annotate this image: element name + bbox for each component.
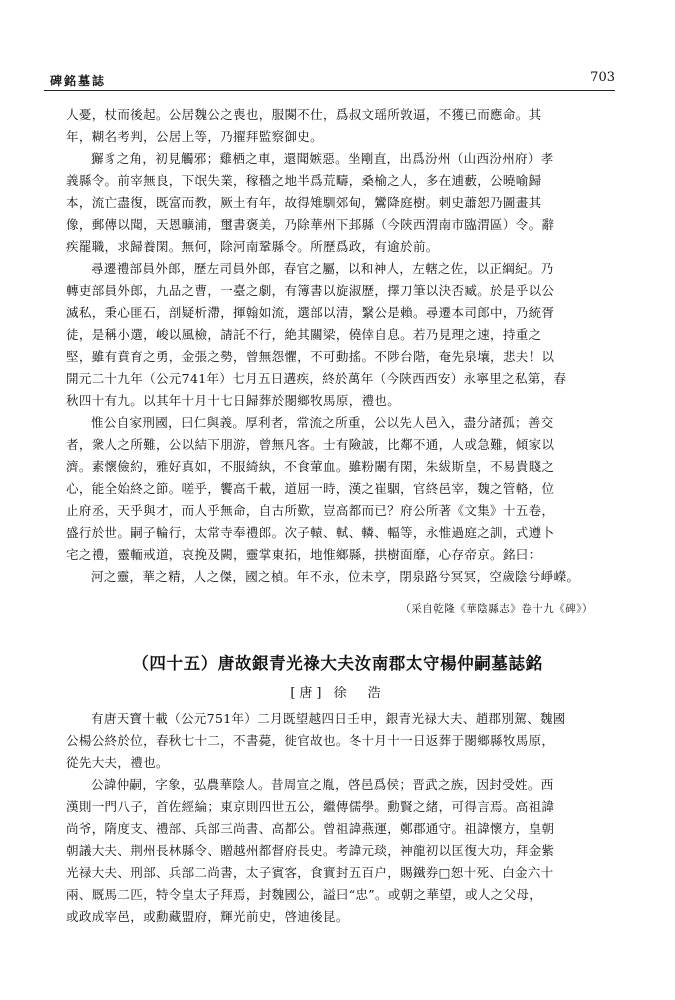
paragraph: 惟公自家刑國，曰仁與義。厚利者，常流之所重，公以先人邑入，盡分諸孤；善交 者，衆人之所難，公以結下朋游，曾無凡客。士有險詖，比鄰不通，人或急難，傾家以 濟。素懷儉約，雅好真如，不服綺紈，不食葷血。雖粉闈有閑，朱紱斯皇，不易貴賤之 心，能全始終之節。嗟乎，饗高千載，道屈一時，漢之崔駰，官終邑宰，魏之管輅，位 止府丞，天乎與才，而人乎無命，自古所歎，豈高都而已？府公所著《文集》十五卷， 盛行於世。嗣子輪行，太常寺奉禮郎。次子轅、軾、轔、輻等，永惟過庭之訓，式遵卜 宅之禮，靈輀戒道，哀挽及闕，靈掌東拓，地惟鄉縣，拱樹面靡，心存帝京。銘曰： — [66, 415, 555, 562]
epitaph-text — [66, 708, 614, 928]
paragraph: 獬豸之角，初見觸邪；雞栖之車，還聞嫉惡。坐剛直，出爲汾州（山西汾州府）孝 義縣令。前宰無良，下氓失業，稼穡之地半爲荒疇，桑榆之人，多在逋藪，公曉喻歸 本，流亡盡復，既富而教，厥土有年，故得雉馴郊甸，鸞降庭樹。刺史蕭恕乃圖畫其 像，郵傳以聞，天恩曠浦，璽書褒美，乃除華州下邽縣（今陝西渭南市臨渭區）令。辭 疾罷職，求歸養閑。無何，除河南鞏縣令。所歷爲政，有逾於前。 — [66, 151, 555, 254]
epitaph-title: （四十五）唐故銀青光祿大夫汝南郡太守楊仲嗣墓誌銘 — [132, 654, 543, 673]
paragraph: 尋遷禮部員外郎，歷左司員外郎，春官之屬，以和神人，左轄之佐，以正綱紀。乃 轉吏部員外郎，九品之曹，一臺之劇，有簿書以旋淑歷，擇刀筆以決否臧。於是乎以公 滅私，秉心匪石，剖疑析滯，揮翰如流，選部以清，繄公是賴。尋遷本司郎中，乃統胥 徒，是稱小選，峻以風檢，請託不行，絶其關梁，僥倖自息。若乃見理之速，持重之 堅，雖有賁育之勇，金張之勢，曾無怨懼，不可動搖。不陟台階，奄先泉壤，悲夫！以 開元二十九年（公元741年）七月五日遘疾，終於萬年（今陝西西安）永寧里之私第，春 秋四十有九。以其年十月十七日歸葬於閿鄉牧馬原，禮也。 — [66, 261, 567, 408]
paragraph: 公諱仲嗣，字象，弘農華陰人。昔周宣之胤，啓邑爲侯；晋武之族，因封受姓。西 漢則一門八子，首佐經綸；東京則四世五公，繼傳儒學。勳賢之緒，可得言焉。高祖諱 尚爷，隋度支、禮部、兵部三尚書、高都公。曾祖諱燕運，鄭郡通守。祖諱懷方，皇朝 朝議大夫、荆州長林縣令、贈越州都督府長史。考諱元琰，神龍初以匡復大功，拜金紫 光禄大夫、刑部、兵部二尚書，太子賓客，食實封五百户，賜鐵券□恕十死、白金六十 兩、厩馬二匹，特令皇太子拜焉，封魏國公，謚曰“忠”。或朝之華望，或人之父母， 或政成宰邑，或勳藏盟府，輝光前史，啓迪後昆。 — [66, 777, 555, 924]
author-line: [唐] 徐 浩 — [290, 686, 385, 701]
inscription-verse: 河之靈，華之精，人之傑，國之楨。年不永，位未亨，閉泉路兮冥冥，空歲陰兮崢嶸。 — [91, 569, 580, 584]
page-header — [44, 70, 615, 91]
epitaph-text-continued — [66, 104, 614, 588]
page-number: 703 — [590, 70, 615, 85]
source-note: （采自乾隆《華陰縣志》卷十九《碑》） — [400, 603, 593, 615]
running-head: 碑銘墓誌 — [50, 74, 107, 88]
paragraph: 人憂，杖而後起。公居魏公之喪也，服闋不仕，爲叔文瑶所敦逼，不獲已而應命。其 年，糊名考判，公居上等，乃擢拜監察御史。 — [66, 107, 542, 144]
paragraph: 有唐天寶十載（公元751年）二月既望越四日壬申，銀青光禄大夫、趙郡別駕、魏國 公楊公終於位，春秋七十二，不書薨，徙官故也。冬十月十一日返葬于閿鄉縣牧馬原， 從先大夫，禮也。 — [66, 711, 566, 770]
